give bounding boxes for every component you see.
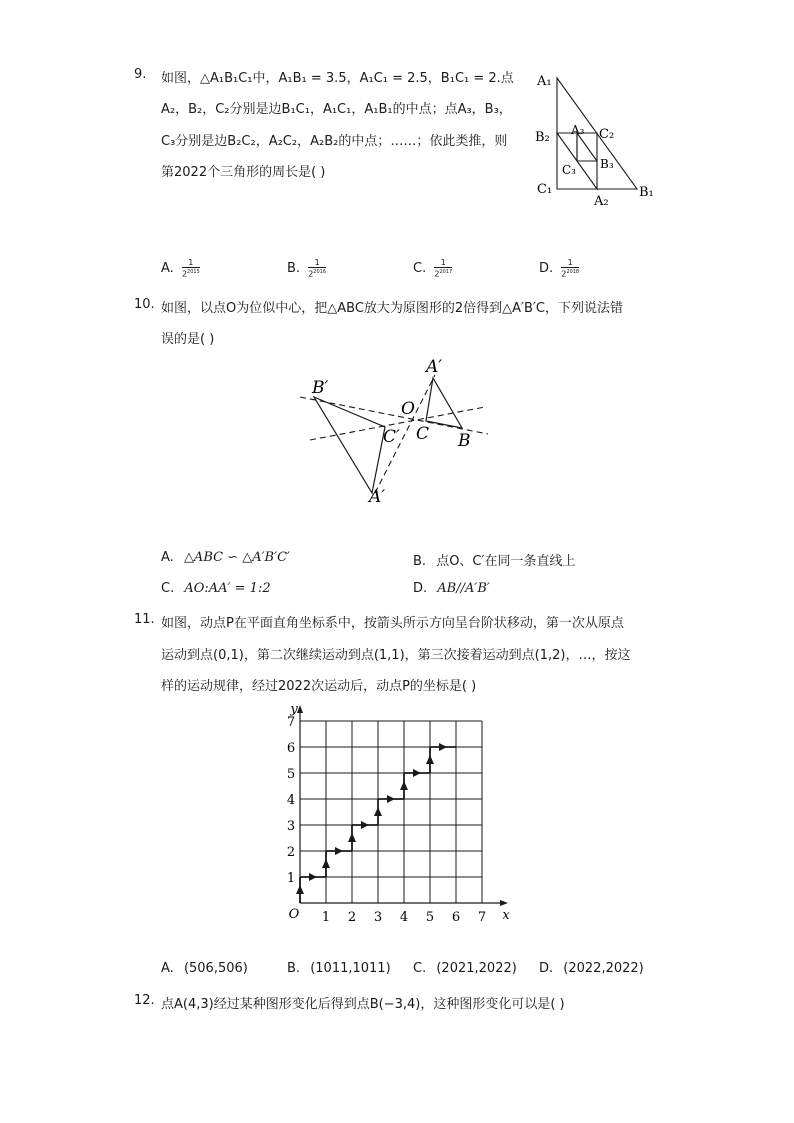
q12-line-1: 点A(4,3)经过某种图形变化后得到点B(−3,4)，这种图形变化可以是( ): [161, 997, 565, 1012]
q10-option-c[interactable]: [161, 581, 271, 596]
q9-option-d-fraction: $\frac{1}{2^{2018}}$: [561, 258, 580, 279]
q11-option-d-text: (2022,2022): [563, 961, 644, 976]
q11-coordinate-chart: [280, 695, 515, 927]
q11-arrowhead-4: [335, 847, 343, 855]
q9-line-4: 第2022个三角形的周长是( ): [161, 165, 326, 180]
q11-y-tick-label-4: 4: [286, 793, 296, 808]
q11-x-tick-label-4: 4: [399, 910, 409, 925]
q10-label-b-prime: B′: [312, 378, 329, 398]
q11-arrowheads: [296, 743, 447, 894]
q9-option-a[interactable]: [161, 258, 200, 279]
q11-arrowhead-2: [309, 873, 317, 881]
q9-label-a3: A₃: [571, 123, 585, 137]
q10-option-a-text: △ABC ∽ △A′B′C′: [183, 550, 290, 565]
q11-grid: [300, 721, 482, 903]
q12-number: 12.: [134, 993, 155, 1008]
q11-number: 11.: [134, 612, 155, 627]
q9-label-c1: C₁: [537, 182, 553, 197]
q11-arrowhead-8: [387, 795, 395, 803]
q10-label-a-prime-bottom: A′: [369, 487, 386, 507]
q11-x-tick-label-1: 1: [321, 910, 331, 925]
q9-option-a-fraction: $\frac{1}{2^{2015}}$: [181, 258, 200, 279]
q10-homothety-figure: [295, 350, 495, 510]
q9-option-d-letter: D.: [539, 260, 554, 276]
q9-label-c3: C₃: [562, 163, 576, 177]
q9-label-a1: A₁: [537, 74, 552, 89]
q10-option-d-text: AB//A′B′: [437, 581, 490, 596]
q10-label-b: B: [458, 431, 471, 451]
q11-y-tick-label-5: 5: [286, 767, 296, 782]
q11-option-b-text: (1011,1011): [310, 961, 391, 976]
q10-line-2: 误的是( ): [161, 332, 215, 347]
q10-label-o: O: [401, 399, 415, 419]
q11-arrowhead-10: [413, 769, 421, 777]
q11-arrowhead-5: [348, 833, 356, 842]
q9-line-3: C₃分别是边B₂C₂，A₂C₂，A₂B₂的中点；……；依此类推，则: [161, 134, 508, 149]
q9-option-c[interactable]: [413, 258, 452, 279]
q11-x-tick-label-6: 6: [451, 910, 461, 925]
q11-x-tick-label-7: 7: [477, 910, 487, 925]
q10-label-a-prime-top: A′: [426, 357, 443, 377]
q11-y-axis-arrow: [297, 705, 303, 713]
q11-arrowhead-9: [400, 781, 408, 790]
q9-label-b1: B₁: [639, 185, 654, 200]
q11-arrowhead-7: [374, 807, 382, 816]
q11-y-tick-label-3: 3: [286, 819, 296, 834]
q9-option-a-letter: A.: [161, 260, 174, 276]
q11-origin-label: O: [288, 907, 300, 922]
q10-line-1: 如图，以点O为位似中心，把△ABC放大为原图形的2倍得到△A′B′C，下列说法错: [161, 301, 623, 316]
q10-option-d-letter: D.: [413, 581, 428, 596]
q11-line-1: 如图，动点P在平面直角坐标系中，按箭头所示方向呈台阶状移动，第一次从原点: [161, 616, 624, 631]
q10-number: 10.: [134, 297, 155, 312]
q9-number: 9.: [134, 67, 147, 82]
q10-option-b-text: 点O、C′在同一条直线上: [436, 554, 576, 569]
q11-option-d[interactable]: [539, 961, 644, 976]
q9-label-a2: A₂: [594, 194, 609, 208]
q9-label-b3: B₃: [600, 157, 614, 171]
q11-option-c[interactable]: [413, 961, 517, 976]
q10-label-c: C: [416, 424, 430, 444]
q11-option-a-letter: A.: [161, 961, 174, 976]
q11-option-b-letter: B.: [287, 961, 301, 976]
q9-option-d[interactable]: [539, 258, 579, 279]
q11-arrowhead-6: [361, 821, 369, 829]
q9-triangle-figure: [530, 68, 660, 208]
q10-label-c-prime: C′: [383, 427, 400, 447]
q11-x-axis-label: x: [502, 908, 510, 923]
q11-arrowhead-12: [439, 743, 447, 751]
q9-option-b[interactable]: [287, 258, 326, 279]
q11-line-2: 运动到点(0,1)，第二次继续运动到点(1,1)，第三次接着运动到点(1,2)，…，按这: [161, 648, 631, 663]
q9-line-1: 如图，△A₁B₁C₁中，A₁B₁ = 3.5，A₁C₁ = 2.5，B₁C₁ = 2.点: [161, 71, 514, 86]
q11-tick-labels: [287, 702, 510, 925]
q11-arrowhead-11: [426, 755, 434, 764]
q11-line-3: 样的运动规律，经过2022次运动后，动点P的坐标是( ): [161, 679, 477, 694]
q9-option-b-fraction: $\frac{1}{2^{2016}}$: [308, 258, 327, 279]
q11-x-tick-label-3: 3: [373, 910, 383, 925]
q11-axes: [297, 705, 508, 906]
q11-option-c-text: (2021,2022): [436, 961, 517, 976]
q11-option-c-letter: C.: [413, 961, 427, 976]
q9-label-c2: C₂: [599, 127, 615, 142]
q10-option-a-letter: A.: [161, 550, 174, 565]
q10-option-b[interactable]: [413, 550, 575, 569]
q11-option-d-letter: D.: [539, 961, 554, 976]
q9-option-c-letter: C.: [413, 260, 427, 276]
q10-option-d[interactable]: [413, 581, 490, 596]
q9-option-b-letter: B.: [287, 260, 301, 276]
q11-x-tick-label-5: 5: [425, 910, 435, 925]
q11-y-tick-label-2: 2: [286, 845, 296, 860]
q10-option-b-letter: B.: [413, 554, 427, 569]
q9-label-b2: B₂: [535, 130, 550, 145]
q11-option-a-text: (506,506): [183, 961, 248, 976]
q10-option-c-text: AO:AA′ = 1:2: [184, 581, 271, 596]
q11-y-tick-label-7: 7: [286, 715, 296, 730]
q11-y-tick-label-6: 6: [286, 741, 296, 756]
q11-option-b[interactable]: [287, 961, 391, 976]
q11-arrowhead-3: [322, 859, 330, 868]
q10-option-a[interactable]: [161, 550, 290, 565]
q10-option-c-letter: C.: [161, 581, 175, 596]
q11-y-tick-label-1: 1: [286, 871, 296, 886]
q11-arrowhead-1: [296, 885, 304, 894]
q11-x-axis-arrow: [500, 900, 508, 906]
q11-y-axis-label: y: [290, 702, 298, 717]
q11-option-a[interactable]: [161, 961, 248, 976]
q11-x-tick-label-2: 2: [347, 910, 357, 925]
q9-option-c-fraction: $\frac{1}{2^{2017}}$: [434, 258, 453, 279]
q9-line-2: A₂，B₂，C₂分别是边B₁C₁，A₁C₁，A₁B₁的中点；点A₃，B₃，: [161, 102, 512, 117]
